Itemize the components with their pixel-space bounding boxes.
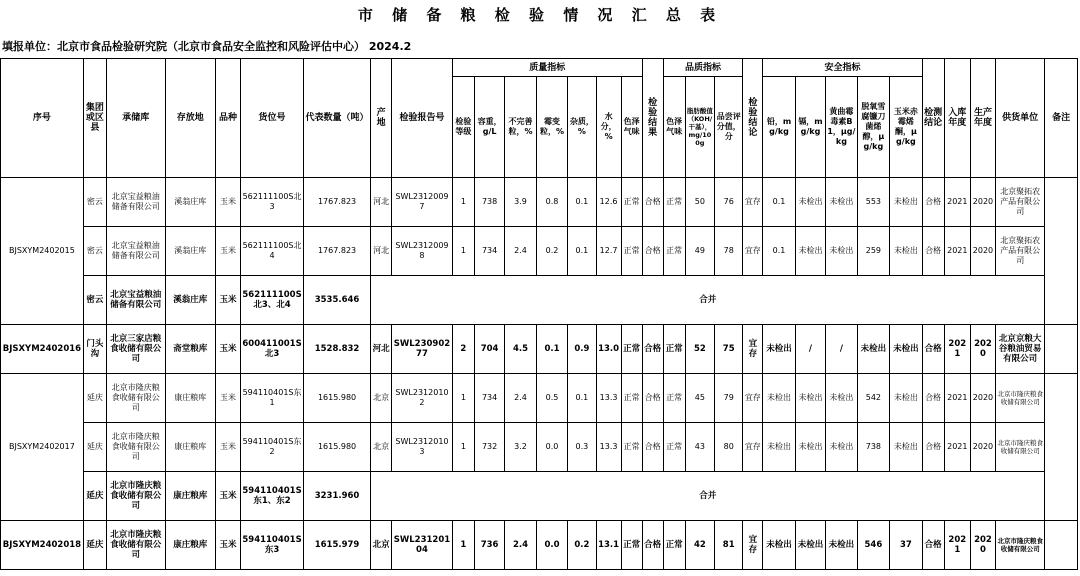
cell-s-result: 合格 <box>922 227 944 276</box>
cell-fatty: 45 <box>685 374 714 423</box>
cell-g-result: 宜存 <box>743 227 763 276</box>
header-g-color: 色泽气味 <box>663 77 685 178</box>
cell-grade: 1 <box>452 521 474 570</box>
cell-moisture: 13.3 <box>596 423 621 472</box>
header-safety-group: 安全指标 <box>763 59 922 77</box>
cell-g-result: 宜存 <box>743 374 763 423</box>
cell-variety: 玉米 <box>215 374 240 423</box>
cell-moisture: 12.6 <box>596 178 621 227</box>
cell-don: 259 <box>857 227 890 276</box>
cell-fatty: 52 <box>685 325 714 374</box>
cell-qty: 1767.823 <box>304 227 371 276</box>
cell-don: 546 <box>857 521 890 570</box>
page-title: 市 储 备 粮 检 验 情 况 汇 总 表 <box>357 6 723 24</box>
cell-g-color: 正常 <box>663 374 685 423</box>
cell-supplier: 北京聚拓农产品有限公司 <box>996 178 1045 227</box>
cell-year-in: 2021 <box>944 423 970 472</box>
cell-aflatoxin: / <box>826 325 857 374</box>
cell-color: 正常 <box>621 325 642 374</box>
cell-seq: BJSXYM2402016 <box>1 325 84 374</box>
cell-year-in: 2021 <box>944 227 970 276</box>
cell-g-result: 宜存 <box>743 178 763 227</box>
cell-zen: 37 <box>890 521 923 570</box>
cell-group: 门头沟 <box>83 325 106 374</box>
cell-report: SWL23120103 <box>392 423 453 472</box>
cell-cadmium: 未检出 <box>795 521 825 570</box>
cell-group: 延庆 <box>83 374 106 423</box>
cell-variety: 玉米 <box>215 227 240 276</box>
cell-report: SWL23120098 <box>392 227 453 276</box>
cell-fatty: 42 <box>685 521 714 570</box>
cell-merge-label: 合并 <box>371 472 1045 521</box>
cell-color: 正常 <box>621 227 642 276</box>
cell-g-color: 正常 <box>663 178 685 227</box>
cell-taste: 80 <box>715 423 743 472</box>
cell-report: SWL23120104 <box>392 521 453 570</box>
header-slot: 货位号 <box>241 59 304 178</box>
cell-moisture: 13.3 <box>596 374 621 423</box>
cell-supplier: 北京市隆庆粮食收储有限公司 <box>996 423 1045 472</box>
cell-qty: 1767.823 <box>304 178 371 227</box>
cell-origin: 河北 <box>371 178 392 227</box>
cell-qty: 3231.960 <box>304 472 371 521</box>
cell-lead: 0.1 <box>763 227 796 276</box>
cell-g-result: 宜存 <box>743 325 763 374</box>
cell-remark <box>1045 325 1078 374</box>
cell-variety: 玉米 <box>215 521 240 570</box>
header-grade-result: 检验结论 <box>743 59 763 178</box>
cell-location: 溪翁庄库 <box>165 178 215 227</box>
merge-row <box>1 472 1078 521</box>
cell-storage: 北京市隆庆粮食收储有限公司 <box>106 374 165 423</box>
header-s-zen: 玉米赤霉烯酮，μg/kg <box>890 77 923 178</box>
cell-result: 合格 <box>642 178 663 227</box>
cell-mold: 0.2 <box>536 227 567 276</box>
cell-year-in: 2021 <box>944 374 970 423</box>
cell-origin: 北京 <box>371 521 392 570</box>
cell-report: SWL23120102 <box>392 374 453 423</box>
cell-imperfect: 2.4 <box>505 374 536 423</box>
cell-variety: 玉米 <box>215 423 240 472</box>
cell-impurity: 0.3 <box>568 423 596 472</box>
cell-seq <box>1 472 84 521</box>
cell-seq <box>1 178 84 227</box>
cell-slot: 562111100S北4 <box>241 227 304 276</box>
cell-location: 溪翁庄库 <box>165 276 215 325</box>
cell-group: 密云 <box>83 276 106 325</box>
header-supplier: 供货单位 <box>996 59 1045 178</box>
header-s-cadmium: 镉，mg/kg <box>795 77 825 178</box>
cell-imperfect: 2.4 <box>505 227 536 276</box>
cell-grade: 1 <box>452 227 474 276</box>
cell-moisture: 12.7 <box>596 227 621 276</box>
header-storage: 承储库 <box>106 59 165 178</box>
cell-group: 密云 <box>83 227 106 276</box>
filler-unit: 填报单位：北京市食品检验研究院（北京市食品安全监控和风险评估中心） 2024.2 <box>2 40 412 53</box>
cell-storage: 北京三家店粮食收储有限公司 <box>106 325 165 374</box>
cell-year-prod: 2020 <box>970 374 995 423</box>
cell-density: 738 <box>474 178 504 227</box>
cell-report: SWL23090277 <box>392 325 453 374</box>
table-row <box>1 227 1078 276</box>
cell-fatty: 43 <box>685 423 714 472</box>
cell-cadmium: 未检出 <box>795 227 825 276</box>
cell-location: 溪翁庄库 <box>165 227 215 276</box>
cell-slot: 594110401S东2 <box>241 423 304 472</box>
cell-result: 合格 <box>642 521 663 570</box>
cell-location: 康庄粮库 <box>165 374 215 423</box>
cell-fatty: 49 <box>685 227 714 276</box>
cell-don: 542 <box>857 374 890 423</box>
cell-supplier: 北京聚拓农产品有限公司 <box>996 227 1045 276</box>
cell-location: 康庄粮库 <box>165 423 215 472</box>
cell-location: 康庄粮库 <box>165 521 215 570</box>
cell-result: 合格 <box>642 374 663 423</box>
cell-don: 738 <box>857 423 890 472</box>
cell-aflatoxin: 未检出 <box>826 423 857 472</box>
cell-qty: 3535.646 <box>304 276 371 325</box>
table-row <box>1 325 1078 374</box>
header-qty: 代表数量（吨） <box>304 59 371 178</box>
header-q-imperfect: 不完善粒，% <box>505 77 536 178</box>
cell-slot: 594110401S东1 <box>241 374 304 423</box>
cell-cadmium: 未检出 <box>795 374 825 423</box>
cell-variety: 玉米 <box>215 472 240 521</box>
header-origin: 产地 <box>371 59 392 178</box>
cell-supplier: 北京市隆庆粮食收储有限公司 <box>996 521 1045 570</box>
cell-seq: BJSXYM2402015 <box>1 227 84 276</box>
cell-storage: 北京市隆庆粮食收储有限公司 <box>106 423 165 472</box>
cell-year-in: 2021 <box>944 521 970 570</box>
cell-variety: 玉米 <box>215 178 240 227</box>
table-row <box>1 374 1078 423</box>
header-q-density: 容重，g/L <box>474 77 504 178</box>
cell-mold: 0.0 <box>536 423 567 472</box>
cell-year-in: 2021 <box>944 178 970 227</box>
cell-lead: 未检出 <box>763 521 796 570</box>
cell-taste: 79 <box>715 374 743 423</box>
cell-impurity: 0.9 <box>568 325 596 374</box>
header-q-impurity: 杂质，% <box>568 77 596 178</box>
header-s-lead: 铅，mg/kg <box>763 77 796 178</box>
header-safety-result: 检测结论 <box>922 59 944 178</box>
cell-location: 斋堂粮库 <box>165 325 215 374</box>
cell-zen: 未检出 <box>890 423 923 472</box>
cell-color: 正常 <box>621 423 642 472</box>
cell-year-in: 2021 <box>944 325 970 374</box>
cell-remark <box>1045 423 1078 472</box>
cell-lead: 未检出 <box>763 374 796 423</box>
cell-aflatoxin: 未检出 <box>826 374 857 423</box>
cell-taste: 75 <box>715 325 743 374</box>
cell-don: 未检出 <box>857 325 890 374</box>
cell-lead: 未检出 <box>763 325 796 374</box>
cell-seq: BJSXYM2402017 <box>1 423 84 472</box>
header-grade-group: 品质指标 <box>663 59 743 77</box>
cell-cadmium: 未检出 <box>795 178 825 227</box>
cell-s-result: 合格 <box>922 178 944 227</box>
cell-group: 密云 <box>83 178 106 227</box>
cell-result: 合格 <box>642 325 663 374</box>
cell-g-result: 宜存 <box>743 423 763 472</box>
cell-g-result: 宜存 <box>743 521 763 570</box>
cell-slot: 562111100S 北3、北4 <box>241 276 304 325</box>
cell-seq <box>1 276 84 325</box>
table-row <box>1 521 1078 570</box>
header-q-grade: 检验等级 <box>452 77 474 178</box>
cell-qty: 1615.979 <box>304 521 371 570</box>
header-g-taste: 品尝评分值，分 <box>715 77 743 178</box>
cell-g-color: 正常 <box>663 423 685 472</box>
cell-year-prod: 2020 <box>970 423 995 472</box>
cell-seq <box>1 374 84 423</box>
cell-s-result: 合格 <box>922 521 944 570</box>
cell-result: 合格 <box>642 423 663 472</box>
cell-supplier: 北京京粮大谷粮油贸易有限公司 <box>996 325 1045 374</box>
cell-g-color: 正常 <box>663 325 685 374</box>
cell-origin: 北京 <box>371 423 392 472</box>
cell-report: SWL23120097 <box>392 178 453 227</box>
cell-storage: 北京宝益粮油储备有限公司 <box>106 227 165 276</box>
cell-remark <box>1045 374 1078 423</box>
header-variety: 品种 <box>215 59 240 178</box>
cell-moisture: 13.1 <box>596 521 621 570</box>
header-q-mold: 霉变粒，% <box>536 77 567 178</box>
cell-grade: 2 <box>452 325 474 374</box>
header-q-moisture: 水分，% <box>596 77 621 178</box>
cell-density: 732 <box>474 423 504 472</box>
cell-density: 736 <box>474 521 504 570</box>
header-remark: 备注 <box>1045 59 1078 178</box>
cell-g-color: 正常 <box>663 227 685 276</box>
cell-aflatoxin: 未检出 <box>826 521 857 570</box>
cell-color: 正常 <box>621 374 642 423</box>
header-s-don: 脱氧雪腐镰刀菌烯醇，μg/kg <box>857 77 890 178</box>
cell-density: 734 <box>474 374 504 423</box>
cell-grade: 1 <box>452 423 474 472</box>
cell-taste: 78 <box>715 227 743 276</box>
cell-aflatoxin: 未检出 <box>826 227 857 276</box>
header-year-in: 入库年度 <box>944 59 970 178</box>
cell-variety: 玉米 <box>215 276 240 325</box>
cell-supplier: 北京市隆庆粮食收储有限公司 <box>996 374 1045 423</box>
cell-impurity: 0.1 <box>568 178 596 227</box>
cell-slot: 594110401S 东1、东2 <box>241 472 304 521</box>
cell-impurity: 0.1 <box>568 374 596 423</box>
cell-taste: 76 <box>715 178 743 227</box>
cell-group: 延庆 <box>83 521 106 570</box>
cell-density: 704 <box>474 325 504 374</box>
cell-impurity: 0.1 <box>568 227 596 276</box>
cell-origin: 河北 <box>371 227 392 276</box>
cell-zen: 未检出 <box>890 374 923 423</box>
header-quality-result: 检验结果 <box>642 59 663 178</box>
header-row-groups <box>1 59 1078 77</box>
cell-zen: 未检出 <box>890 227 923 276</box>
cell-zen: 未检出 <box>890 178 923 227</box>
cell-slot: 600411001S 北3 <box>241 325 304 374</box>
cell-remark <box>1045 276 1078 325</box>
cell-imperfect: 2.4 <box>505 521 536 570</box>
cell-merge-label: 合并 <box>371 276 1045 325</box>
header-g-fatty: 脂肪酸值（KOH/干基），mg/100g <box>685 77 714 178</box>
cell-s-result: 合格 <box>922 374 944 423</box>
cell-variety: 玉米 <box>215 325 240 374</box>
cell-color: 正常 <box>621 521 642 570</box>
cell-year-prod: 2020 <box>970 178 995 227</box>
header-report: 检验报告号 <box>392 59 453 178</box>
cell-origin: 北京 <box>371 374 392 423</box>
summary-table <box>0 58 1078 570</box>
cell-grade: 1 <box>452 178 474 227</box>
cell-slot: 594110401S 东3 <box>241 521 304 570</box>
header-quality-group: 质量指标 <box>452 59 642 77</box>
table-row <box>1 178 1078 227</box>
header-location: 存放地 <box>165 59 215 178</box>
cell-year-prod: 2020 <box>970 227 995 276</box>
cell-imperfect: 4.5 <box>505 325 536 374</box>
header-q-color: 色泽气味 <box>621 77 642 178</box>
cell-qty: 1615.980 <box>304 374 371 423</box>
cell-group: 延庆 <box>83 423 106 472</box>
cell-result: 合格 <box>642 227 663 276</box>
cell-remark <box>1045 227 1078 276</box>
header-year-prod: 生产年度 <box>970 59 995 178</box>
cell-aflatoxin: 未检出 <box>826 178 857 227</box>
cell-remark <box>1045 178 1078 227</box>
cell-location: 康庄粮库 <box>165 472 215 521</box>
cell-s-result: 合格 <box>922 423 944 472</box>
cell-remark <box>1045 521 1078 570</box>
cell-density: 734 <box>474 227 504 276</box>
merge-row <box>1 276 1078 325</box>
cell-cadmium: / <box>795 325 825 374</box>
cell-storage: 北京宝益粮油储备有限公司 <box>106 178 165 227</box>
cell-impurity: 0.2 <box>568 521 596 570</box>
cell-lead: 0.1 <box>763 178 796 227</box>
cell-seq: BJSXYM2402018 <box>1 521 84 570</box>
cell-imperfect: 3.9 <box>505 178 536 227</box>
cell-slot: 562111100S北3 <box>241 178 304 227</box>
cell-mold: 0.0 <box>536 521 567 570</box>
cell-zen: 未检出 <box>890 325 923 374</box>
cell-origin: 河北 <box>371 325 392 374</box>
table-row <box>1 423 1078 472</box>
header-group: 集团或区县 <box>83 59 106 178</box>
cell-year-prod: 2020 <box>970 325 995 374</box>
cell-storage: 北京市隆庆粮食收储有限公司 <box>106 521 165 570</box>
header-s-aflatoxin: 黄曲霉毒素B1，μg/kg <box>826 77 857 178</box>
cell-storage: 北京宝益粮油储备有限公司 <box>106 276 165 325</box>
cell-moisture: 13.0 <box>596 325 621 374</box>
cell-storage: 北京市隆庆粮食收储有限公司 <box>106 472 165 521</box>
cell-year-prod: 2020 <box>970 521 995 570</box>
cell-color: 正常 <box>621 178 642 227</box>
cell-mold: 0.5 <box>536 374 567 423</box>
cell-s-result: 合格 <box>922 325 944 374</box>
cell-qty: 1528.832 <box>304 325 371 374</box>
cell-taste: 81 <box>715 521 743 570</box>
header-seq: 序号 <box>1 59 84 178</box>
cell-g-color: 正常 <box>663 521 685 570</box>
cell-imperfect: 3.2 <box>505 423 536 472</box>
cell-mold: 0.8 <box>536 178 567 227</box>
cell-qty: 1615.980 <box>304 423 371 472</box>
cell-remark <box>1045 472 1078 521</box>
cell-grade: 1 <box>452 374 474 423</box>
cell-don: 553 <box>857 178 890 227</box>
cell-lead: 未检出 <box>763 423 796 472</box>
cell-cadmium: 未检出 <box>795 423 825 472</box>
cell-group: 延庆 <box>83 472 106 521</box>
cell-fatty: 50 <box>685 178 714 227</box>
cell-mold: 0.1 <box>536 325 567 374</box>
